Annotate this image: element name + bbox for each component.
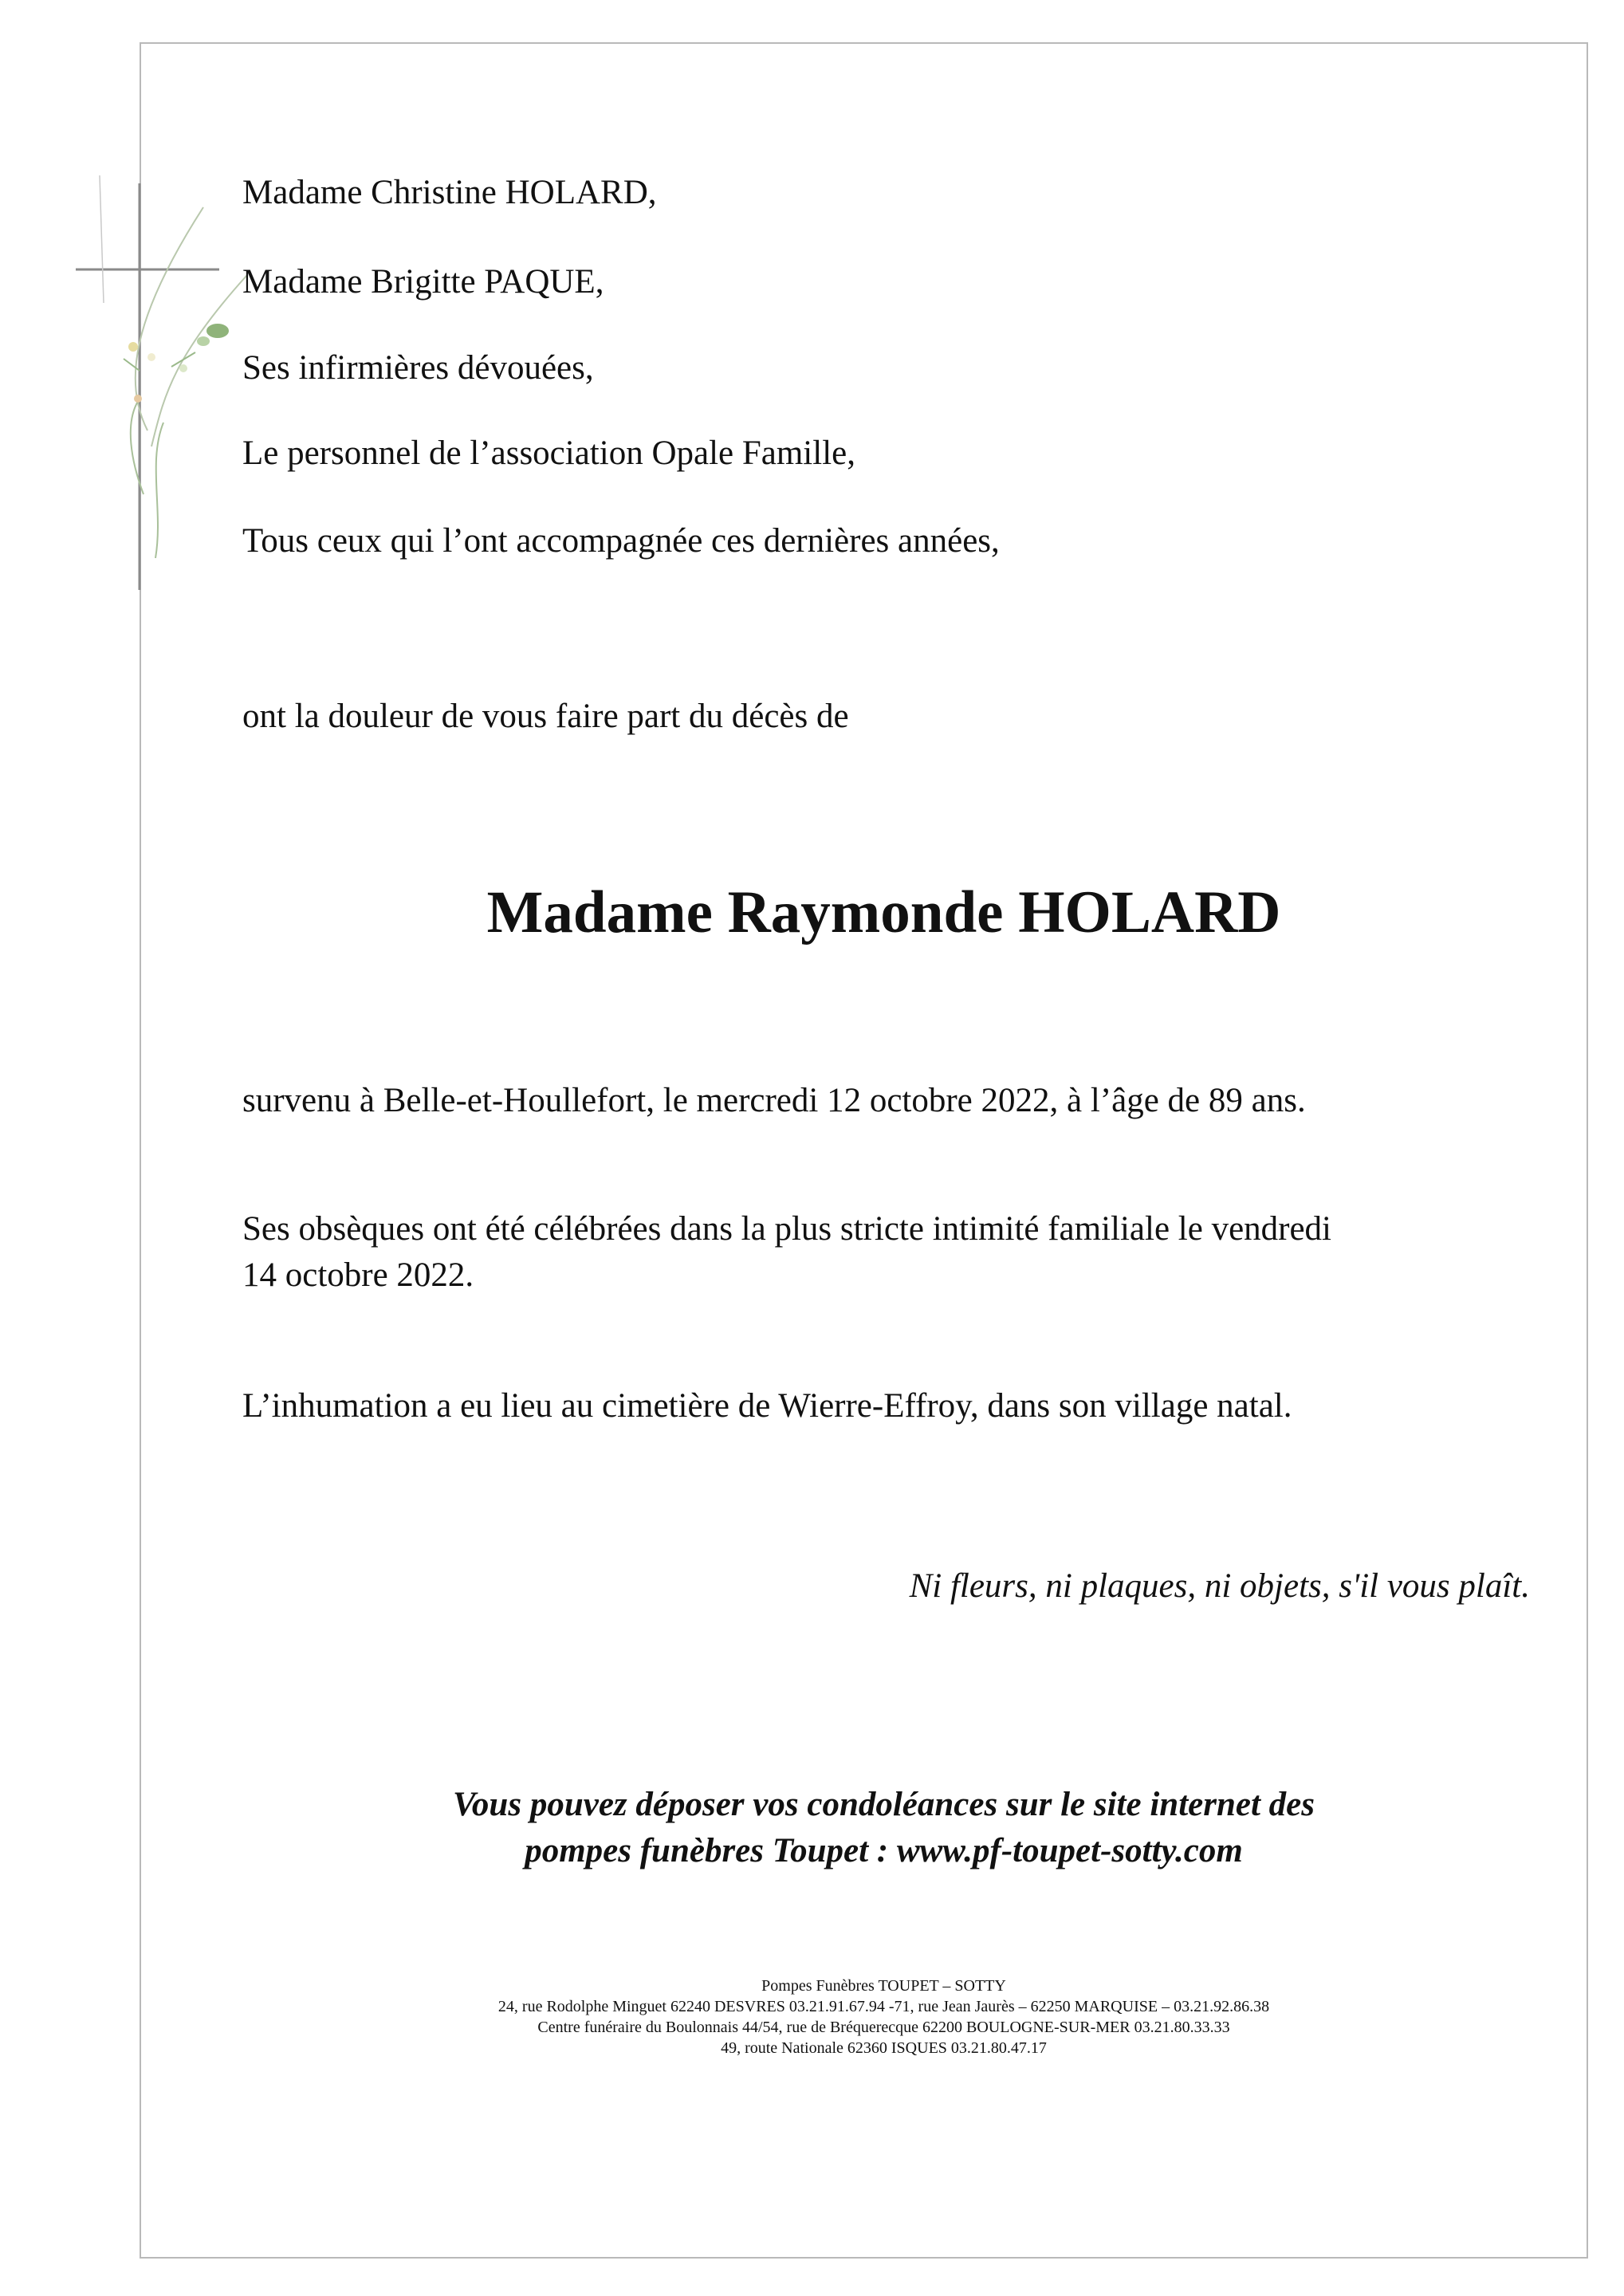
condolences-line-2: pompes funèbres Toupet : www.pf-toupet-sotty.com	[525, 1832, 1243, 1869]
funeral-line-1: Ses obsèques ont été célébrées dans la plus stricte intimité familiale le vendredi	[242, 1210, 1332, 1248]
intro-text: ont la douleur de vous faire part du décès de	[242, 698, 849, 735]
footer-address-1: 24, rue Rodolphe Minguet 62240 DESVRES 03.21.91.67.94 -71, rue Jean Jaurès – 62250 MARQUISE – 03.21.92.86.38	[497, 1998, 1270, 2015]
burial-details: L’inhumation a eu lieu au cimetière de Wierre-Effroy, dans son village natal.	[242, 1387, 1292, 1425]
sender-line-5: Tous ceux qui l’ont accompagnée ces dernières années,	[242, 522, 1000, 560]
funeral-line-2: 14 octobre 2022.	[242, 1256, 474, 1294]
funeral-home-footer	[0, 1976, 1624, 2058]
cross-with-flowers-icon	[76, 159, 259, 606]
footer-address-2: Centre funéraire du Boulonnais 44/54, rue de Bréquerecque 62200 BOULOGNE-SUR-MER 03.21.80.33.33	[537, 2019, 1230, 2036]
sender-line-2: Madame Brigitte PAQUE,	[242, 263, 604, 301]
death-details: survenu à Belle-et-Houllefort, le mercredi 12 octobre 2022, à l’âge de 89 ans.	[242, 1082, 1306, 1119]
sender-line-1: Madame Christine HOLARD,	[242, 174, 657, 211]
deceased-name: Madame Raymonde HOLARD	[486, 879, 1281, 946]
condolences-notice	[0, 1782, 1624, 1874]
sender-line-3: Ses infirmières dévouées,	[242, 349, 594, 387]
sender-line-4: Le personnel de l’association Opale Famille,	[242, 434, 855, 472]
condolences-line-1: Vous pouvez déposer vos condoléances sur le site internet des	[453, 1786, 1315, 1823]
footer-address-3: 49, route Nationale 62360 ISQUES 03.21.80.47.17	[721, 2039, 1047, 2057]
no-flowers-wish: Ni fleurs, ni plaques, ni objets, s'il vous plaît.	[909, 1567, 1530, 1605]
footer-company: Pompes Funèbres TOUPET – SOTTY	[761, 1977, 1006, 1995]
